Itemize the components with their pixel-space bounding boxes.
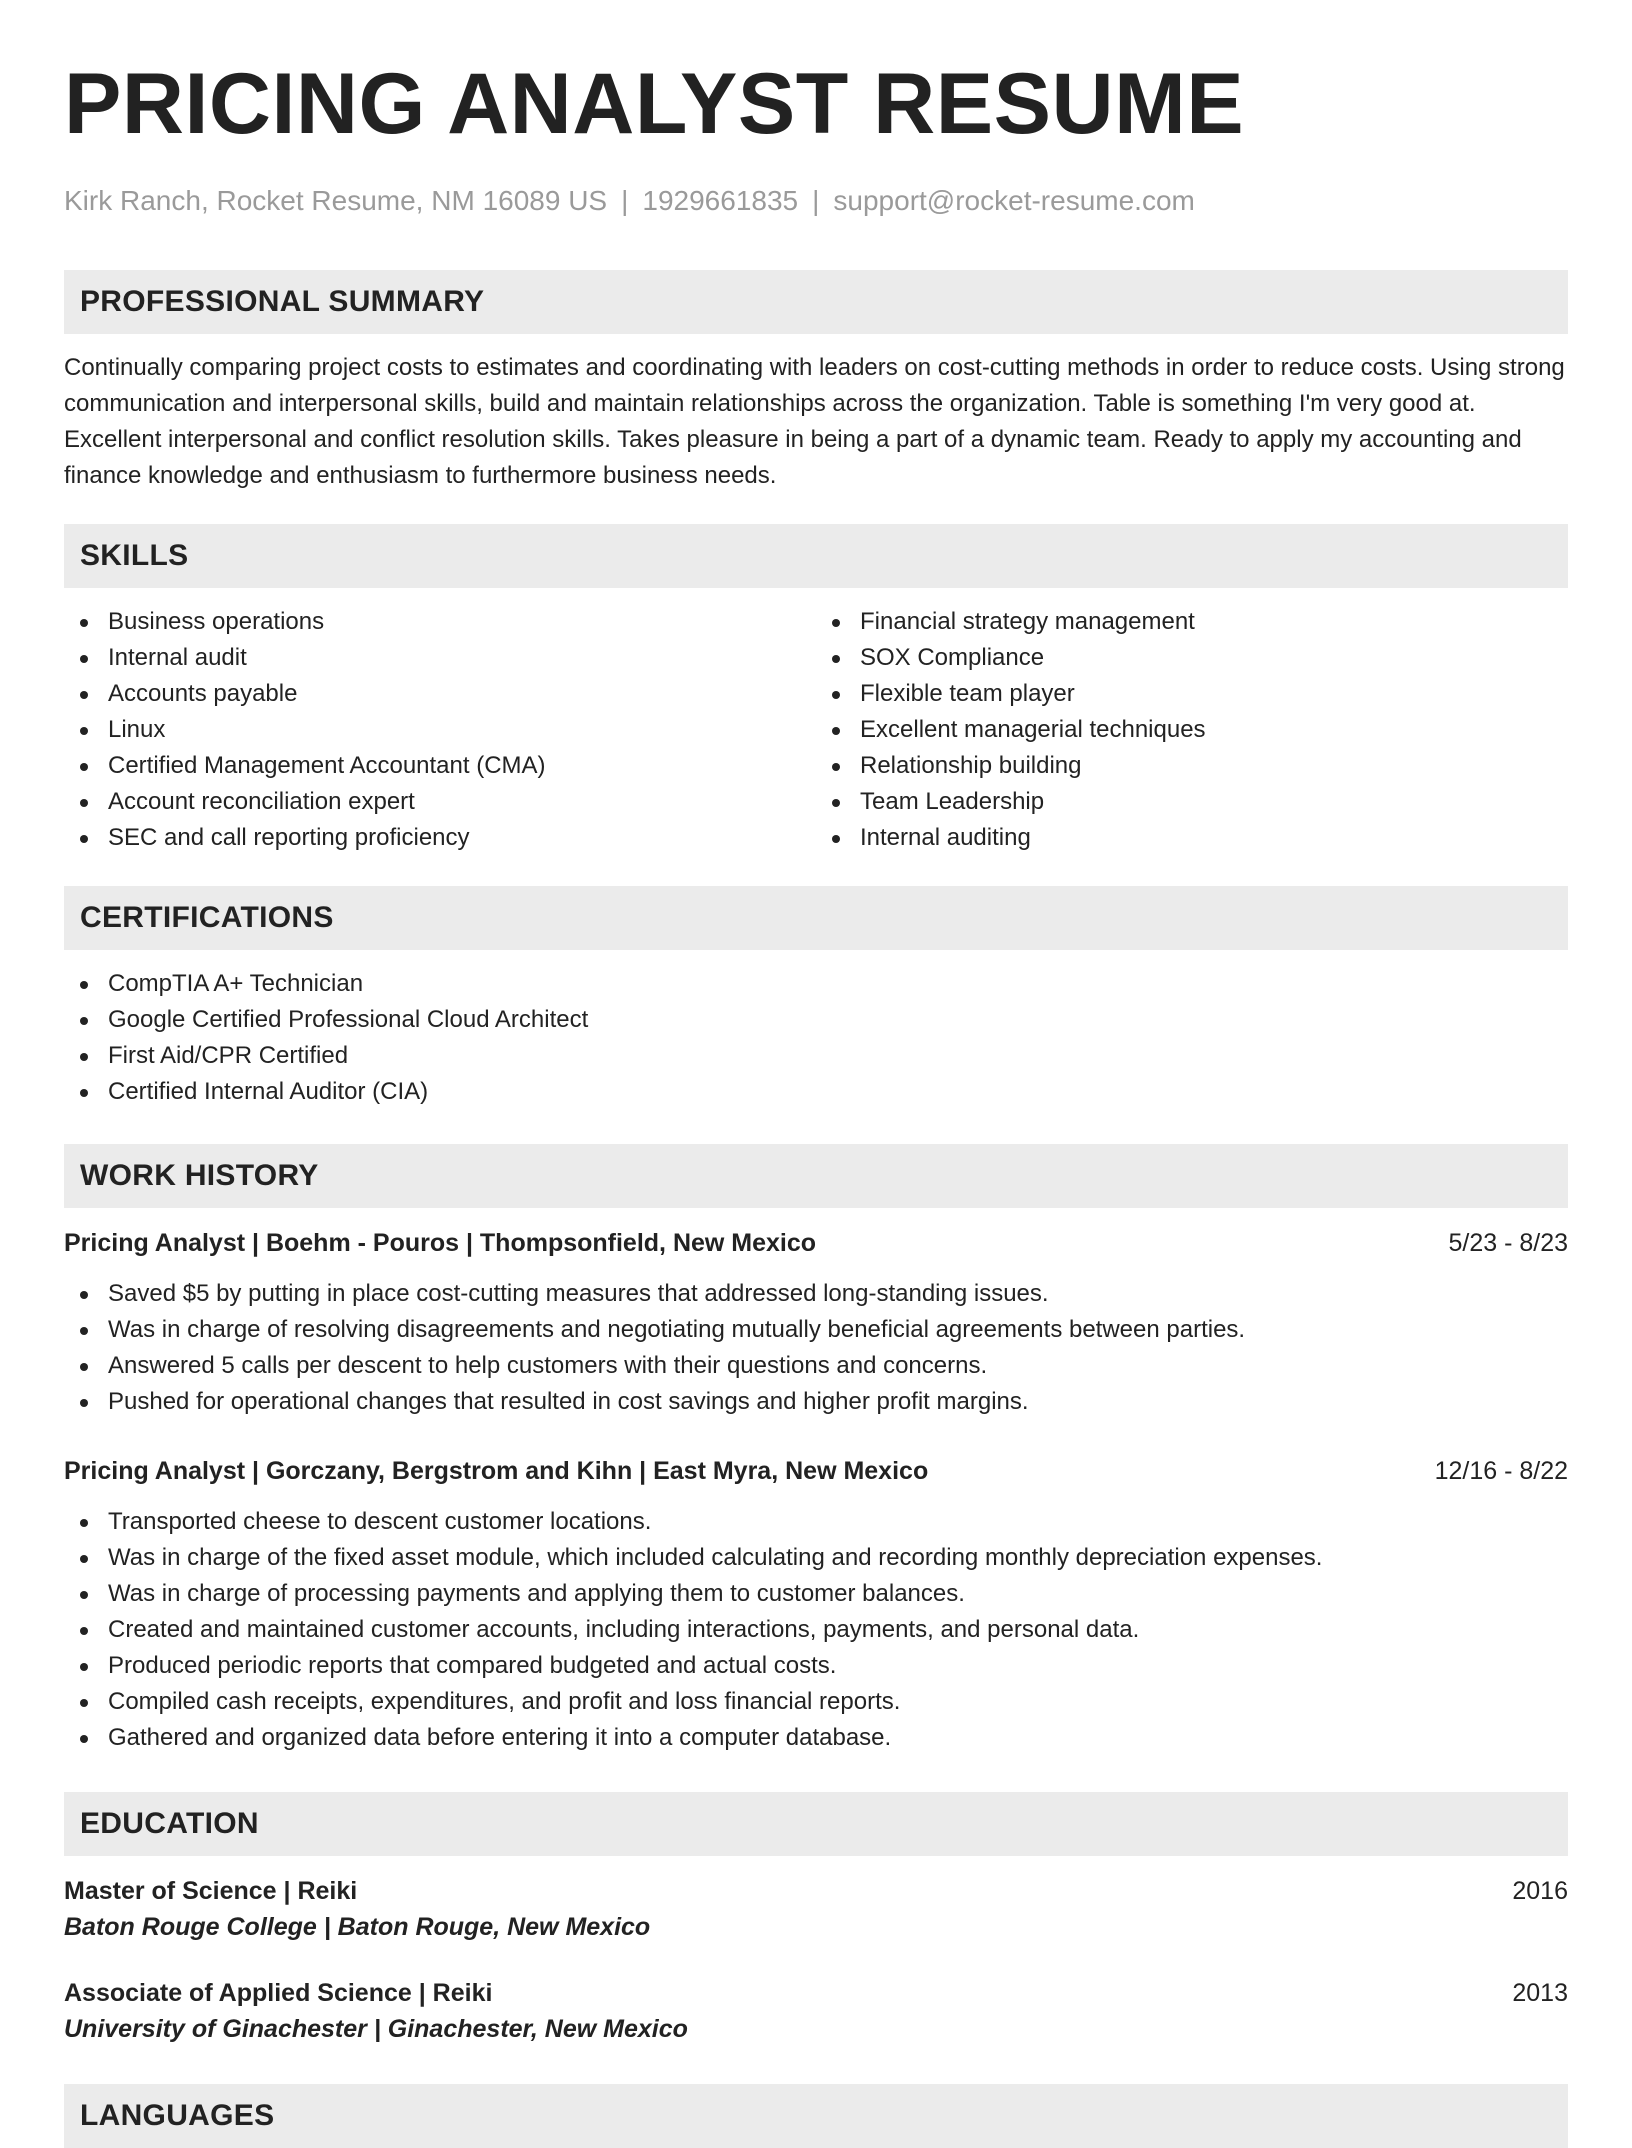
certifications-heading: CERTIFICATIONS — [64, 886, 1568, 950]
job-dates: 12/16 - 8/22 — [1434, 1457, 1568, 1485]
skill-item: SOX Compliance — [816, 640, 1568, 676]
work-heading: WORK HISTORY — [64, 1144, 1568, 1208]
certification-item: First Aid/CPR Certified — [64, 1038, 1568, 1074]
education-year: 2016 — [1512, 1877, 1568, 1905]
education-entry — [64, 1976, 1568, 2048]
education-entry — [64, 1874, 1568, 1946]
contact-email: support@rocket-resume.com — [833, 185, 1195, 216]
skill-item: Account reconciliation expert — [64, 784, 816, 820]
skill-item: Excellent managerial techniques — [816, 712, 1568, 748]
languages-section — [64, 2084, 1568, 2148]
skills-heading: SKILLS — [64, 524, 1568, 588]
skills-section — [64, 524, 1568, 856]
skill-item: Internal audit — [64, 640, 816, 676]
contact-phone: 1929661835 — [642, 185, 799, 216]
education-heading: EDUCATION — [64, 1792, 1568, 1856]
summary-heading: PROFESSIONAL SUMMARY — [64, 270, 1568, 334]
job-bullet: Gathered and organized data before entering it into a computer database. — [64, 1720, 1568, 1756]
skill-item: Linux — [64, 712, 816, 748]
job-bullet: Was in charge of processing payments and applying them to customer balances. — [64, 1576, 1568, 1612]
job-dates: 5/23 - 8/23 — [1448, 1229, 1568, 1257]
job-title: Pricing Analyst | Boehm - Pouros | Thompsonfield, New Mexico — [64, 1229, 817, 1257]
education-header — [64, 1874, 1568, 1908]
resume-title: PRICING ANALYST RESUME — [64, 56, 1245, 152]
job-entry — [64, 1454, 1568, 1756]
education-year: 2013 — [1512, 1979, 1568, 2007]
skills-columns — [64, 604, 1568, 856]
certification-item: CompTIA A+ Technician — [64, 966, 1568, 1002]
job-bullet: Transported cheese to descent customer locations. — [64, 1504, 1568, 1540]
education-school: Baton Rouge College | Baton Rouge, New Mexico — [64, 1913, 651, 1941]
job-bullet: Produced periodic reports that compared budgeted and actual costs. — [64, 1648, 1568, 1684]
education-header — [64, 1976, 1568, 2010]
job-header — [64, 1226, 1568, 1260]
skill-item: Relationship building — [816, 748, 1568, 784]
skill-item: Flexible team player — [816, 676, 1568, 712]
summary-text: Continually comparing project costs to estimates and coordinating with leaders on cost-cutting methods in order to reduce costs. Using strong communication and interpersonal skills, build and maintain relationships across the organization. Table is something I'm very good at. Excellent interpersonal and conflict resolution skills. Takes pleasure in being a part of a dynamic team. Ready to apply my accounting and finance knowledge and enthusiasm to furthermore business needs. — [64, 354, 1565, 489]
summary-section — [64, 270, 1568, 494]
skill-item: Certified Management Accountant (CMA) — [64, 748, 816, 784]
job-bullet: Was in charge of the fixed asset module, which included calculating and recording monthly depreciation expenses. — [64, 1540, 1568, 1576]
job-bullets — [64, 1276, 1568, 1420]
job-bullet: Compiled cash receipts, expenditures, and profit and loss financial reports. — [64, 1684, 1568, 1720]
languages-heading: LANGUAGES — [64, 2084, 1568, 2148]
education-section — [64, 1792, 1568, 2048]
work-section — [64, 1144, 1568, 1756]
education-school: University of Ginachester | Ginachester, New Mexico — [64, 2015, 688, 2043]
education-degree: Master of Science | Reiki — [64, 1877, 358, 1905]
certifications-list — [64, 966, 1568, 1110]
contact-line — [64, 184, 1568, 218]
job-bullet: Answered 5 calls per descent to help customers with their questions and concerns. — [64, 1348, 1568, 1384]
certification-item: Google Certified Professional Cloud Architect — [64, 1002, 1568, 1038]
skill-item: Financial strategy management — [816, 604, 1568, 640]
certifications-section — [64, 886, 1568, 1110]
job-title: Pricing Analyst | Gorczany, Bergstrom and Kihn | East Myra, New Mexico — [64, 1457, 929, 1485]
contact-separator: | — [621, 185, 629, 216]
job-header — [64, 1454, 1568, 1488]
job-bullet: Saved $5 by putting in place cost-cutting measures that addressed long-standing issues. — [64, 1276, 1568, 1312]
skill-item: SEC and call reporting proficiency — [64, 820, 816, 856]
job-entry — [64, 1226, 1568, 1420]
certification-item: Certified Internal Auditor (CIA) — [64, 1074, 1568, 1110]
contact-separator: | — [812, 185, 820, 216]
skills-list-right — [816, 604, 1568, 856]
contact-address: Kirk Ranch, Rocket Resume, NM 16089 US — [64, 185, 608, 216]
job-bullets — [64, 1504, 1568, 1756]
skill-item: Accounts payable — [64, 676, 816, 712]
job-bullet: Was in charge of resolving disagreements and negotiating mutually beneficial agreements between parties. — [64, 1312, 1568, 1348]
skill-item: Business operations — [64, 604, 816, 640]
education-degree: Associate of Applied Science | Reiki — [64, 1979, 493, 2007]
skills-list-left — [64, 604, 816, 856]
skill-item: Internal auditing — [816, 820, 1568, 856]
skill-item: Team Leadership — [816, 784, 1568, 820]
job-bullet: Pushed for operational changes that resulted in cost savings and higher profit margins. — [64, 1384, 1568, 1420]
job-bullet: Created and maintained customer accounts, including interactions, payments, and personal data. — [64, 1612, 1568, 1648]
